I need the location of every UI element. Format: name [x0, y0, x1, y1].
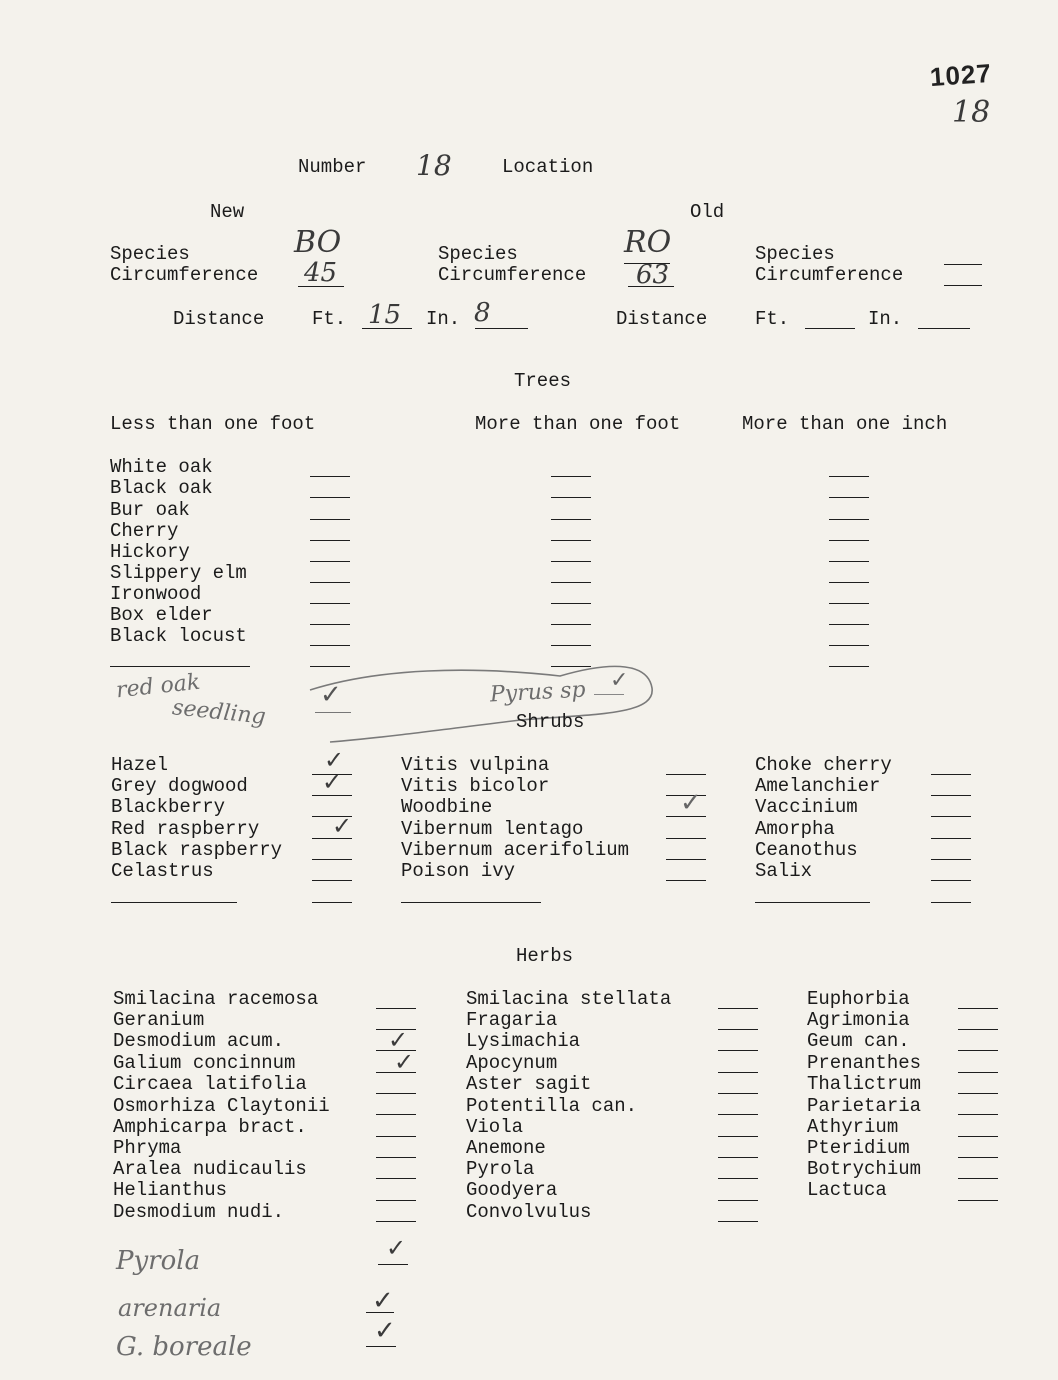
- herb-item: Smilacina racemosa: [113, 988, 319, 1010]
- new-species-label: Species: [110, 243, 190, 265]
- new-circumference-label: Circumference: [110, 264, 259, 286]
- herb-blank: [958, 1093, 998, 1094]
- number-value: 18: [416, 149, 452, 182]
- herb-blank: [718, 1050, 758, 1051]
- herb-blank: [718, 1136, 758, 1137]
- shrub-item: Black raspberry: [111, 839, 283, 861]
- herb-item: Helianthus: [113, 1179, 228, 1201]
- herb-item: Botrychium: [807, 1158, 922, 1180]
- herb-blank: [718, 1072, 758, 1073]
- other-circumference-label: Circumference: [755, 264, 904, 286]
- herb-item: Agrimonia: [807, 1009, 910, 1031]
- shrub-item: Choke cherry: [755, 754, 892, 776]
- trees-title: Trees: [514, 370, 572, 392]
- herb-added-line-2: [366, 1312, 394, 1313]
- shrubs-title: Shrubs: [516, 711, 585, 733]
- herb-item: Galium concinnum: [113, 1052, 296, 1074]
- tree-item: Cherry: [110, 520, 179, 542]
- stamp-number: 1027: [928, 57, 993, 93]
- herbs-title: Herbs: [516, 945, 574, 967]
- herb-item: Viola: [466, 1116, 524, 1138]
- herb-item: Apocynum: [466, 1052, 558, 1074]
- herb-blank: [376, 1093, 416, 1094]
- distance-label-old: Distance: [616, 308, 708, 330]
- shrub-check-red-raspberry: ✓: [332, 812, 353, 840]
- shrub-blank: [666, 774, 706, 775]
- shrub-blank: [666, 859, 706, 860]
- new-species-value: BO: [294, 225, 342, 260]
- herb-check-desmodium-acum: ✓: [388, 1026, 409, 1054]
- shrub-blank: [931, 838, 971, 839]
- shrub-item: Grey dogwood: [111, 775, 248, 797]
- shrub-blank-line: [401, 902, 541, 903]
- herb-item: Anemone: [466, 1137, 546, 1159]
- herb-blank: [718, 1178, 758, 1179]
- shrub-blank: [312, 880, 352, 881]
- shrub-blank: [931, 774, 971, 775]
- herb-blank: [718, 1008, 758, 1009]
- herb-item: Desmodium nudi.: [113, 1201, 285, 1223]
- herb-blank: [376, 1178, 416, 1179]
- herb-item: Thalictrum: [807, 1073, 922, 1095]
- shrub-blank: [931, 795, 971, 796]
- herb-check-galium: ✓: [394, 1048, 415, 1076]
- pyrus-note: Pyrus sp: [489, 677, 587, 708]
- tree-item: Black oak: [110, 477, 213, 499]
- shrub-item: Celastrus: [111, 860, 214, 882]
- shrub-item: Vibernum acerifolium: [401, 839, 630, 861]
- shrub-blank-line: [111, 902, 237, 903]
- shrub-blank: [312, 859, 352, 860]
- shrub-item: Blackberry: [111, 796, 226, 818]
- shrub-item: Amorpha: [755, 818, 835, 840]
- shrub-item: Ceanothus: [755, 839, 858, 861]
- distance-label-new: Distance: [173, 308, 265, 330]
- herb-item: Osmorhiza Claytonii: [113, 1095, 330, 1117]
- herb-item: Fragaria: [466, 1009, 558, 1031]
- herb-item: Geum can.: [807, 1030, 910, 1052]
- herb-item: Desmodium acum.: [113, 1030, 285, 1052]
- herb-blank: [958, 1178, 998, 1179]
- in-label-new: In.: [426, 308, 461, 330]
- herb-added-check-2: ✓: [372, 1286, 394, 1316]
- tree-item: Slippery elm: [110, 562, 247, 584]
- shrub-blank: [666, 838, 706, 839]
- herb-blank: [718, 1114, 758, 1115]
- herb-item: Pyrola: [466, 1158, 535, 1180]
- herb-item: Goodyera: [466, 1179, 558, 1201]
- herb-item: Parietaria: [807, 1095, 922, 1117]
- shrub-item: Vibernum lentago: [401, 818, 584, 840]
- herb-blank: [958, 1072, 998, 1073]
- old-label: Old: [690, 201, 725, 223]
- herb-item: Pteridium: [807, 1137, 910, 1159]
- tree-item: Hickory: [110, 541, 190, 563]
- shrub-blank: [931, 880, 971, 881]
- trees-column-1: Less than one foot: [110, 413, 316, 435]
- herb-item: Lysimachia: [466, 1030, 581, 1052]
- herb-item: Euphorbia: [807, 988, 910, 1010]
- herb-item: Phryma: [113, 1137, 182, 1159]
- shrub-check-grey-dogwood: ✓: [322, 768, 343, 796]
- ft-label-old: Ft.: [755, 308, 790, 330]
- ft-label-new: Ft.: [312, 308, 347, 330]
- tree-note-line1: red oak: [114, 669, 202, 704]
- herb-item: Lactuca: [807, 1179, 887, 1201]
- other-species-label: Species: [755, 243, 835, 265]
- number-label: Number: [298, 156, 367, 178]
- new-circumference-value: 45: [304, 258, 338, 288]
- old-species-label: Species: [438, 243, 518, 265]
- herb-added-2: arenaria: [118, 1294, 222, 1322]
- herb-blank: [376, 1157, 416, 1158]
- stamp-handwritten: 18: [952, 95, 991, 130]
- herb-blank: [718, 1200, 758, 1201]
- shrub-item: Hazel: [111, 754, 169, 776]
- shrub-item: Poison ivy: [401, 860, 516, 882]
- herb-item: Aralea nudicaulis: [113, 1158, 307, 1180]
- shrub-item: Amelanchier: [755, 775, 881, 797]
- ft-value: 15: [368, 300, 402, 330]
- in-label-old: In.: [868, 308, 903, 330]
- shrub-blank: [931, 859, 971, 860]
- herb-blank: [958, 1136, 998, 1137]
- herb-blank: [958, 1008, 998, 1009]
- tree-item: White oak: [110, 456, 213, 478]
- herb-item: Circaea latifolia: [113, 1073, 307, 1095]
- herb-added-check-1: ✓: [386, 1234, 407, 1262]
- in-value: 8: [474, 298, 491, 328]
- herb-blank: [376, 1221, 416, 1222]
- herb-blank: [958, 1157, 998, 1158]
- herb-item: Convolvulus: [466, 1201, 592, 1223]
- shrub-item: Red raspberry: [111, 818, 260, 840]
- herb-blank: [958, 1114, 998, 1115]
- herb-blank: [376, 1136, 416, 1137]
- herb-item: Geranium: [113, 1009, 205, 1031]
- herb-blank: [718, 1157, 758, 1158]
- herb-blank: [376, 1200, 416, 1201]
- herb-blank: [958, 1029, 998, 1030]
- shrub-blank: [312, 902, 352, 903]
- herb-added-3: G. boreale: [116, 1332, 252, 1362]
- shrub-item: Vitis bicolor: [401, 775, 550, 797]
- old-circumference-label: Circumference: [438, 264, 587, 286]
- trees-column-2: More than one foot: [475, 413, 681, 435]
- tree-note-check: ✓: [320, 680, 342, 710]
- herb-item: Potentilla can.: [466, 1095, 638, 1117]
- old-circumference-value: 63: [636, 260, 670, 290]
- shrub-check-woodbine: ✓: [680, 788, 702, 818]
- tree-item: Ironwood: [110, 583, 202, 605]
- herb-blank: [718, 1093, 758, 1094]
- herb-blank: [376, 1114, 416, 1115]
- new-label: New: [210, 201, 245, 223]
- shrub-item: Salix: [755, 860, 813, 882]
- herb-blank: [718, 1221, 758, 1222]
- herb-item: Aster sagit: [466, 1073, 592, 1095]
- shrub-blank: [931, 816, 971, 817]
- old-species-value: RO: [624, 225, 672, 260]
- herb-blank: [718, 1029, 758, 1030]
- shrub-item: Woodbine: [401, 796, 493, 818]
- tree-item: Black locust: [110, 625, 247, 647]
- herb-blank: [958, 1050, 998, 1051]
- location-label: Location: [502, 156, 594, 178]
- tree-item: Bur oak: [110, 499, 190, 521]
- shrub-blank: [931, 902, 971, 903]
- shrub-blank-line: [755, 902, 870, 903]
- tree-item: Box elder: [110, 604, 213, 626]
- shrub-check-hazel: ✓: [324, 746, 345, 774]
- herb-item: Athyrium: [807, 1116, 899, 1138]
- herb-blank: [376, 1008, 416, 1009]
- shrub-item: Vitis vulpina: [401, 754, 550, 776]
- shrub-blank: [666, 880, 706, 881]
- herb-added-line-3: [366, 1346, 396, 1347]
- herb-added-check-3: ✓: [374, 1316, 396, 1346]
- herb-item: Smilacina stellata: [466, 988, 672, 1010]
- herb-added-line-1: [378, 1264, 408, 1265]
- herb-item: Prenanthes: [807, 1052, 922, 1074]
- tree-note-line2: seedling: [171, 695, 267, 730]
- shrub-item: Vaccinium: [755, 796, 858, 818]
- herb-item: Amphicarpa bract.: [113, 1116, 307, 1138]
- herb-added-1: Pyrola: [116, 1246, 201, 1276]
- pyrus-check: ✓: [610, 668, 629, 693]
- trees-column-3: More than one inch: [742, 413, 948, 435]
- herb-blank: [958, 1200, 998, 1201]
